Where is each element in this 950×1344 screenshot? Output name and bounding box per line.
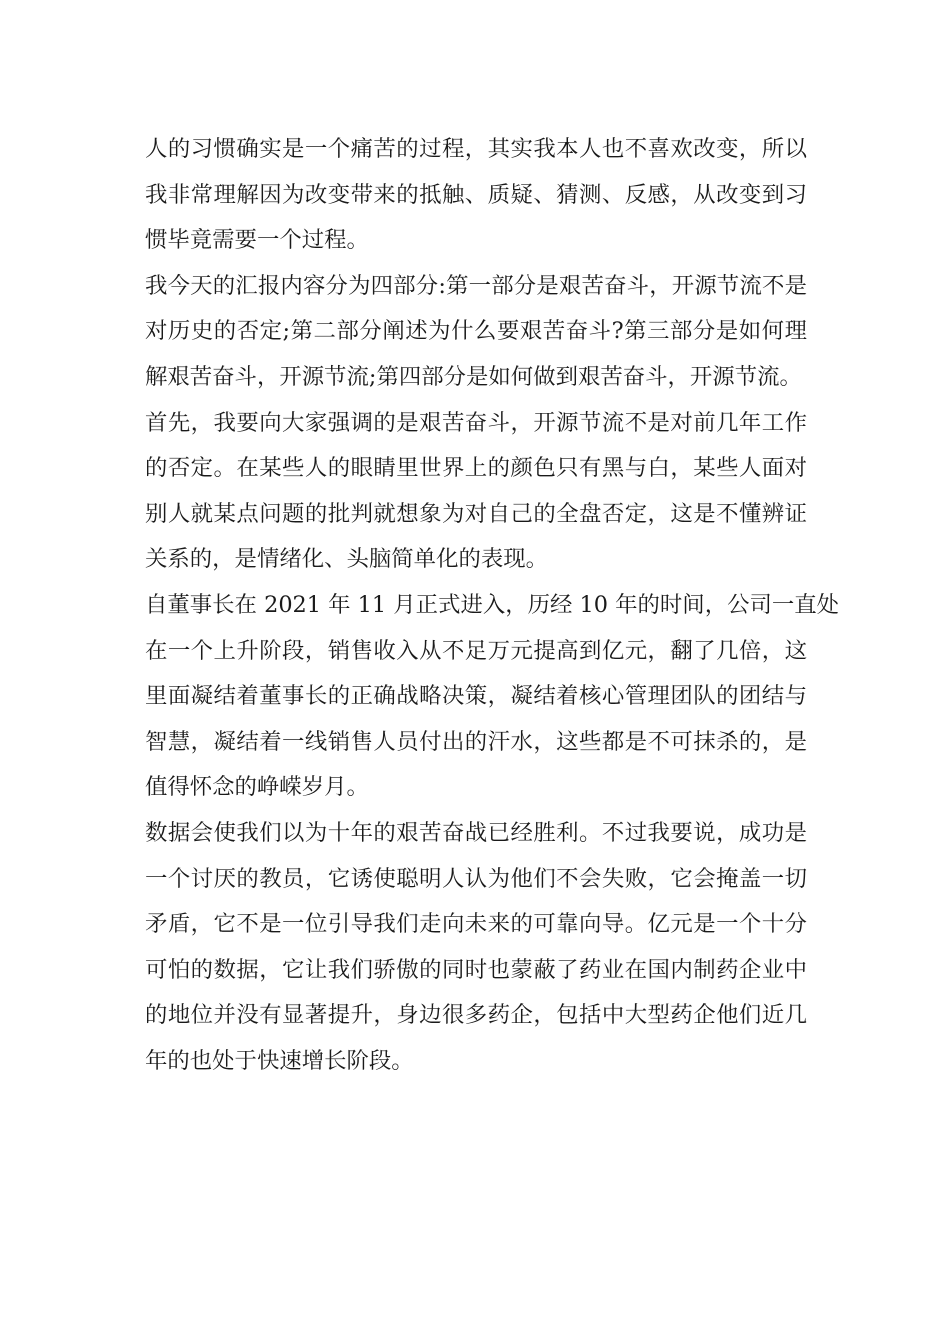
text-line: 里面凝结着董事长的正确战略决策，凝结着核心管理团队的团结与 bbox=[145, 683, 807, 710]
text-line: 一个讨厌的教员，它诱使聪明人认为他们不会失败，它会掩盖一切 bbox=[145, 865, 807, 892]
text-line: 智慧，凝结着一线销售人员付出的汗水，这些都是不可抹杀的，是 bbox=[145, 728, 807, 755]
text-line: 我今天的汇报内容分为四部分:第一部分是艰苦奋斗，开源节流不是 bbox=[145, 272, 807, 299]
text-line: 对历史的否定;第二部分阐述为什么要艰苦奋斗?第三部分是如何理 bbox=[145, 318, 807, 345]
document-body bbox=[145, 127, 840, 1084]
text-line: 我非常理解因为改变带来的抵触、质疑、猜测、反感，从改变到习 bbox=[145, 181, 807, 208]
text-line: 解艰苦奋斗，开源节流;第四部分是如何做到艰苦奋斗，开源节流。 bbox=[145, 363, 802, 390]
text-line: 年的也处于快速增长阶段。 bbox=[145, 1047, 414, 1074]
paragraph-success-warning bbox=[145, 811, 807, 1085]
text-line: 惯毕竟需要一个过程。 bbox=[145, 227, 369, 254]
text-line: 人的习惯确实是一个痛苦的过程，其实我本人也不喜欢改变，所以 bbox=[145, 136, 807, 162]
text-line: 的否定。在某些人的眼睛里世界上的颜色只有黑与白，某些人面对 bbox=[145, 455, 807, 482]
text-line: 数据会使我们以为十年的艰苦奋战已经胜利。不过我要说，成功是 bbox=[145, 819, 807, 846]
text-line: 自董事长在 2021 年 11 月正式进入，历经 10 年的时间，公司一直处 bbox=[145, 591, 840, 618]
paragraph-report-outline bbox=[145, 264, 807, 401]
text-line: 值得怀念的峥嵘岁月。 bbox=[145, 774, 369, 801]
paragraph-not-negation bbox=[145, 401, 807, 583]
paragraph-company-history bbox=[145, 583, 840, 811]
text-line: 可怕的数据，它让我们骄傲的同时也蒙蔽了药业在国内制药企业中 bbox=[145, 956, 807, 983]
paragraph-habit-change bbox=[145, 127, 807, 264]
text-line: 别人就某点问题的批判就想象为对自己的全盘否定，这是不懂辨证 bbox=[145, 500, 807, 527]
text-line: 的地位并没有显著提升，身边很多药企，包括中大型药企他们近几 bbox=[145, 1002, 807, 1029]
text-line: 在一个上升阶段，销售收入从不足万元提高到亿元，翻了几倍，这 bbox=[145, 637, 807, 664]
text-line: 矛盾，它不是一位引导我们走向未来的可靠向导。亿元是一个十分 bbox=[145, 911, 807, 938]
text-line: 首先，我要向大家强调的是艰苦奋斗，开源节流不是对前几年工作 bbox=[145, 409, 807, 436]
text-line: 关系的，是情绪化、头脑简单化的表现。 bbox=[145, 546, 549, 573]
